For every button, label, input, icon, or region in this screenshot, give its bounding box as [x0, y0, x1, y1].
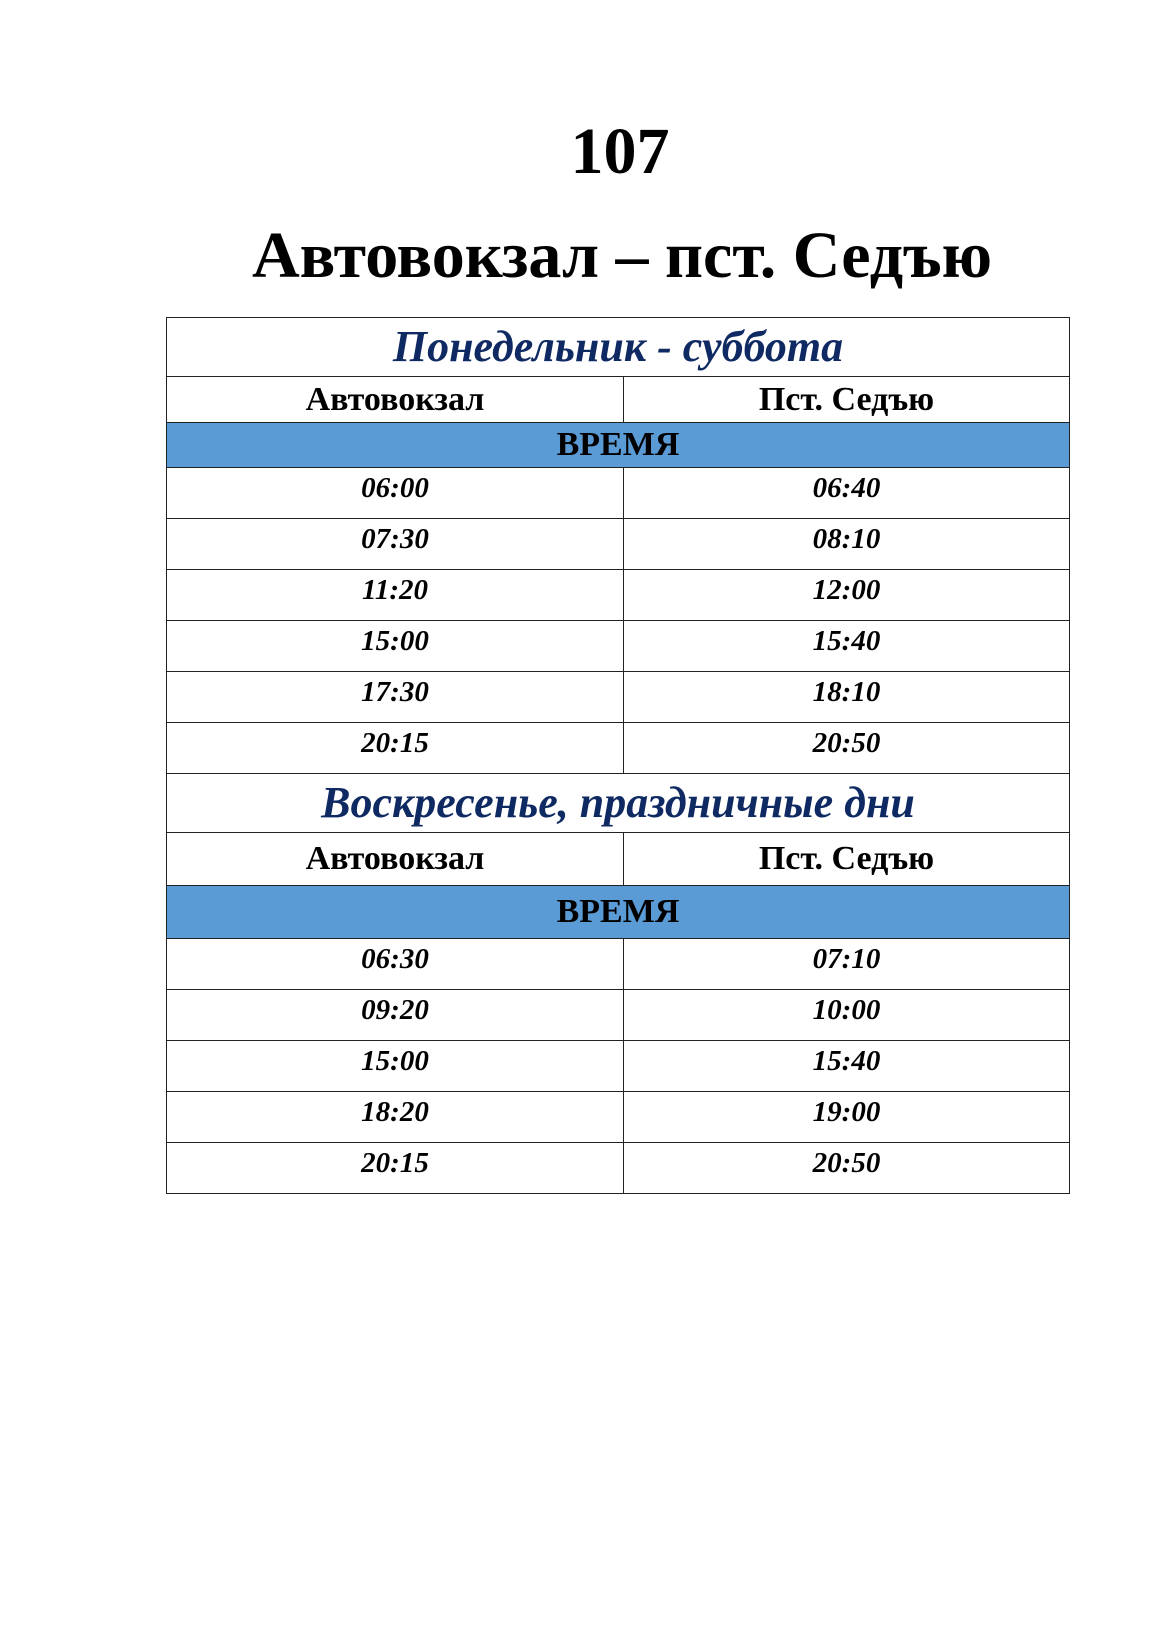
- holidays-col-from: Автовокзал: [167, 833, 624, 886]
- return-time: 08:10: [624, 519, 1070, 570]
- return-time: 06:40: [624, 468, 1070, 519]
- table-row: [167, 723, 1070, 774]
- weekdays-title-row: [167, 318, 1070, 377]
- return-time: 18:10: [624, 672, 1070, 723]
- return-time: 12:00: [624, 570, 1070, 621]
- table-row: [167, 468, 1070, 519]
- holidays-time-label: ВРЕМЯ: [167, 886, 1070, 939]
- return-time: 15:40: [624, 1041, 1070, 1092]
- table-row: [167, 1041, 1070, 1092]
- departure-time: 20:15: [167, 1143, 624, 1194]
- weekdays-header-row: [167, 377, 1070, 423]
- departure-time: 07:30: [167, 519, 624, 570]
- departure-time: 15:00: [167, 1041, 624, 1092]
- departure-time: 20:15: [167, 723, 624, 774]
- table-row: [167, 1143, 1070, 1194]
- table-row: [167, 570, 1070, 621]
- holidays-col-to: Пст. Седъю: [624, 833, 1070, 886]
- holidays-header-row: [167, 833, 1070, 886]
- holidays-time-band: [167, 886, 1070, 939]
- weekdays-col-from: Автовокзал: [167, 377, 624, 423]
- holidays-title-row: [167, 774, 1070, 833]
- weekdays-time-label: ВРЕМЯ: [167, 423, 1070, 468]
- departure-time: 17:30: [167, 672, 624, 723]
- weekdays-col-to: Пст. Седъю: [624, 377, 1070, 423]
- departure-time: 06:00: [167, 468, 624, 519]
- schedule-table: [166, 317, 1070, 1194]
- return-time: 20:50: [624, 723, 1070, 774]
- departure-time: 11:20: [167, 570, 624, 621]
- holidays-title: Воскресенье, праздничные дни: [167, 774, 1070, 833]
- table-row: [167, 990, 1070, 1041]
- return-time: 07:10: [624, 939, 1070, 990]
- return-time: 19:00: [624, 1092, 1070, 1143]
- table-row: [167, 519, 1070, 570]
- weekdays-title: Понедельник - суббота: [167, 318, 1070, 377]
- departure-time: 15:00: [167, 621, 624, 672]
- table-row: [167, 1092, 1070, 1143]
- table-row: [167, 672, 1070, 723]
- route-name: Автовокзал – пст. Седъю: [251, 219, 993, 292]
- return-time: 15:40: [624, 621, 1070, 672]
- table-row: [167, 939, 1070, 990]
- departure-time: 18:20: [167, 1092, 624, 1143]
- route-number: 107: [570, 115, 670, 188]
- weekdays-time-band: [167, 423, 1070, 468]
- departure-time: 09:20: [167, 990, 624, 1041]
- return-time: 10:00: [624, 990, 1070, 1041]
- departure-time: 06:30: [167, 939, 624, 990]
- table-row: [167, 621, 1070, 672]
- return-time: 20:50: [624, 1143, 1070, 1194]
